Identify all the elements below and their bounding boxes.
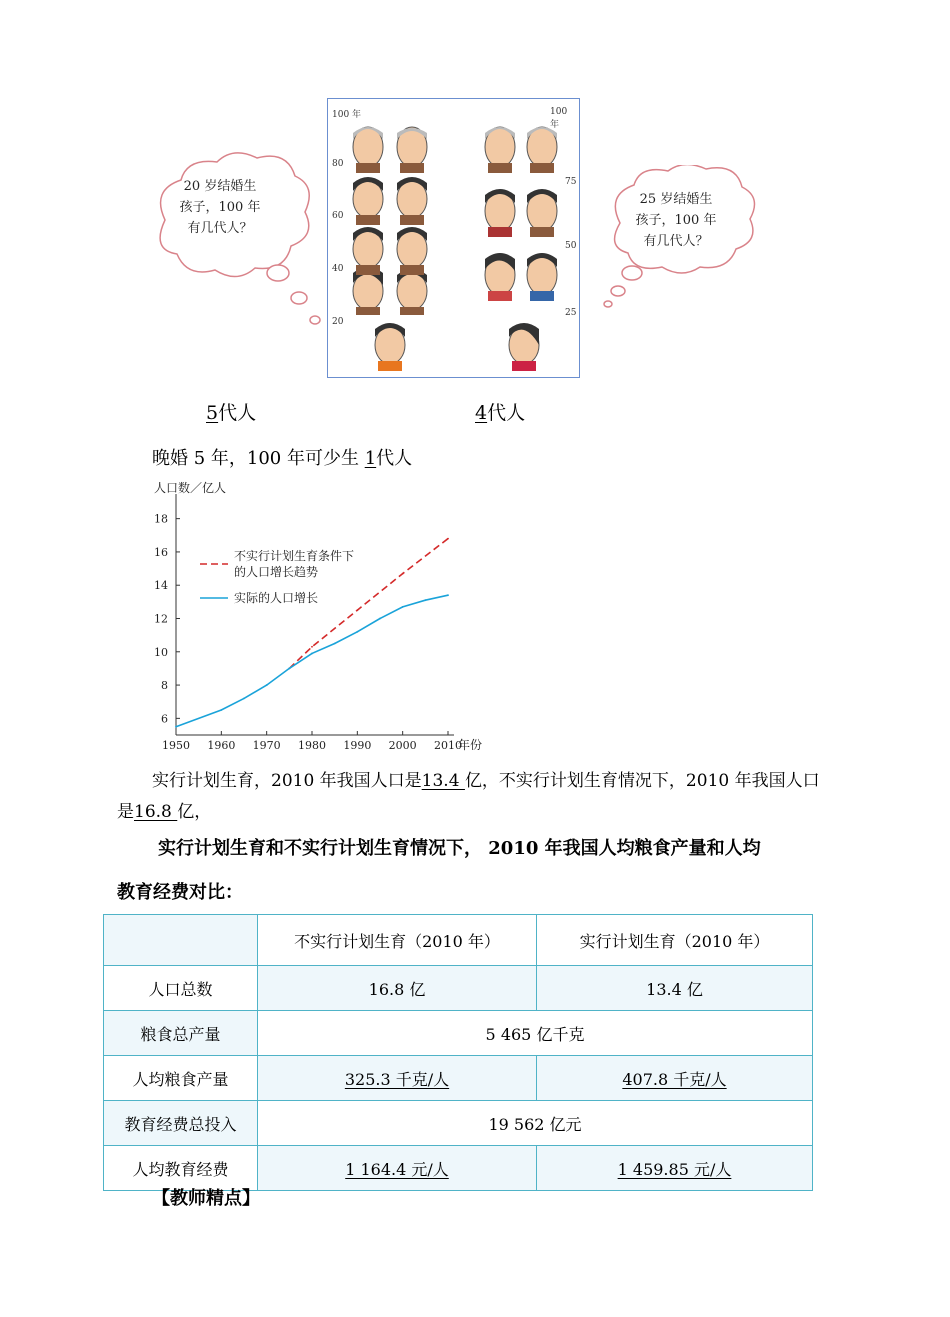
comparison-heading-line1: 实行计划生育和不实行计划生育情况下， 2010 年我国人均粮食产量和人均 bbox=[158, 838, 761, 859]
text: 亿， bbox=[177, 802, 212, 822]
y-tick-label: 12 bbox=[154, 612, 168, 626]
bubble-line: 有几代人？ bbox=[643, 234, 709, 249]
teacher-note-heading: 【教师精点】 bbox=[152, 1188, 260, 1209]
bubble-line: 20 岁结婚生 bbox=[183, 179, 257, 194]
generations-figure bbox=[327, 98, 580, 378]
data-point bbox=[424, 599, 426, 601]
x-tick-label: 2010 bbox=[434, 739, 462, 752]
y-tick-label: 16 bbox=[154, 545, 168, 559]
legend-label-no-planning: 不实行计划生育条件下 bbox=[234, 549, 355, 563]
data-point bbox=[356, 609, 358, 611]
answer-suffix: 代人 bbox=[218, 402, 257, 424]
row-label: 人均教育经费 bbox=[104, 1146, 258, 1191]
header-cell: 实行计划生育（2010 年） bbox=[537, 915, 813, 966]
y-tick-label: 18 bbox=[154, 512, 168, 526]
y-tick-label: 8 bbox=[161, 679, 168, 693]
answer-value: 325.3 千克/人 bbox=[344, 1069, 450, 1089]
cell: 16.8 亿 bbox=[258, 966, 537, 1011]
x-tick-label: 1960 bbox=[207, 739, 236, 752]
population-chart bbox=[140, 480, 520, 755]
x-tick-label: 1970 bbox=[252, 739, 281, 752]
series-line-actual bbox=[176, 595, 448, 727]
data-point bbox=[402, 573, 404, 575]
answer-value: 407.8 千克/人 bbox=[622, 1069, 727, 1089]
right-bubble-text bbox=[620, 189, 732, 252]
right-axis-tick: 25 bbox=[565, 308, 577, 318]
text: 代人 bbox=[376, 448, 413, 469]
y-axis-label: 人口数／亿人 bbox=[154, 481, 227, 495]
data-point bbox=[334, 643, 336, 645]
table-row bbox=[104, 1056, 813, 1101]
data-point bbox=[220, 709, 222, 711]
data-point bbox=[379, 618, 381, 620]
y-tick-label: 14 bbox=[154, 579, 168, 593]
cell bbox=[258, 1056, 537, 1101]
left-generation-answer bbox=[206, 398, 256, 425]
y-tick-label: 6 bbox=[161, 712, 168, 726]
left-axis-tick: 60 bbox=[332, 211, 344, 221]
answer-value: 16.8 bbox=[134, 802, 178, 822]
table-row bbox=[104, 1011, 813, 1056]
left-axis-tick: 20 bbox=[332, 317, 344, 327]
data-point bbox=[447, 594, 449, 596]
legend-label-no-planning: 的人口增长趋势 bbox=[234, 565, 319, 579]
data-point bbox=[311, 653, 313, 655]
data-point bbox=[311, 646, 313, 648]
right-generation-answer bbox=[475, 398, 525, 425]
cell: 19 562 亿元 bbox=[258, 1101, 813, 1146]
cell: 5 465 亿千克 bbox=[258, 1011, 813, 1056]
population-2010-line1 bbox=[152, 766, 820, 791]
row-label: 人均粮食产量 bbox=[104, 1056, 258, 1101]
row-label: 粮食总产量 bbox=[104, 1011, 258, 1056]
header-cell bbox=[104, 915, 258, 966]
cell: 13.4 亿 bbox=[537, 966, 813, 1011]
row-label: 教育经费总投入 bbox=[104, 1101, 258, 1146]
comparison-table bbox=[103, 914, 813, 1191]
y-tick-label: 10 bbox=[154, 645, 168, 659]
x-tick-label: 1980 bbox=[298, 739, 326, 752]
answer-value: 1 459.85 元/人 bbox=[617, 1159, 732, 1179]
data-point bbox=[402, 606, 404, 608]
text: 实行计划生育，2010 年我国人口是 bbox=[152, 771, 422, 791]
data-point bbox=[243, 697, 245, 699]
x-tick-label: 1950 bbox=[162, 739, 190, 752]
left-axis-tick: 100 年 bbox=[332, 110, 362, 120]
bubble-line: 孩子，100 年 bbox=[179, 200, 261, 215]
row-label: 人口总数 bbox=[104, 966, 258, 1011]
data-point bbox=[175, 726, 177, 728]
x-tick-label: 2000 bbox=[388, 739, 417, 752]
left-axis-tick: 40 bbox=[332, 264, 344, 274]
x-tick-label: 1990 bbox=[343, 739, 372, 752]
answer-value: 5 bbox=[206, 402, 219, 424]
left-bubble-text bbox=[165, 176, 275, 239]
x-axis-label: 年份 bbox=[458, 738, 483, 752]
data-point bbox=[447, 538, 449, 540]
answer-suffix: 代人 bbox=[487, 402, 526, 424]
left-axis-tick: 80 bbox=[332, 159, 344, 169]
table-row bbox=[104, 1101, 813, 1146]
text: 晚婚 5 年，100 年可少生 bbox=[152, 448, 365, 469]
legend-label-actual: 实际的人口增长 bbox=[234, 591, 319, 605]
table-row bbox=[104, 966, 813, 1011]
comparison-heading-line2: 教育经费对比： bbox=[117, 882, 243, 903]
answer-value: 4 bbox=[475, 402, 488, 424]
late-marriage-line bbox=[152, 444, 412, 470]
right-axis-tick: 50 bbox=[565, 241, 577, 251]
data-point bbox=[266, 684, 268, 686]
bubble-line: 孩子，100 年 bbox=[635, 213, 717, 228]
population-2010-line2 bbox=[117, 797, 211, 822]
text: 亿，不实行计划生育情况下，2010 年我国人口 bbox=[464, 771, 820, 791]
data-point bbox=[356, 631, 358, 633]
table-header-row bbox=[104, 915, 813, 966]
data-point bbox=[288, 668, 290, 670]
right-axis-tick: 75 bbox=[565, 177, 577, 187]
cell bbox=[537, 1056, 813, 1101]
bubble-line: 有几代人？ bbox=[187, 221, 253, 236]
cell bbox=[258, 1146, 537, 1191]
answer-value: 1 bbox=[364, 448, 377, 469]
answer-value: 1 164.4 元/人 bbox=[345, 1159, 449, 1179]
answer-value: 13.4 bbox=[421, 771, 465, 791]
bubble-line: 25 岁结婚生 bbox=[639, 192, 713, 207]
header-cell: 不实行计划生育（2010 年） bbox=[258, 915, 537, 966]
text: 是 bbox=[117, 802, 134, 822]
generations-illustration bbox=[328, 99, 578, 376]
right-axis-tick: 100 年 bbox=[550, 107, 568, 130]
cell bbox=[537, 1146, 813, 1191]
